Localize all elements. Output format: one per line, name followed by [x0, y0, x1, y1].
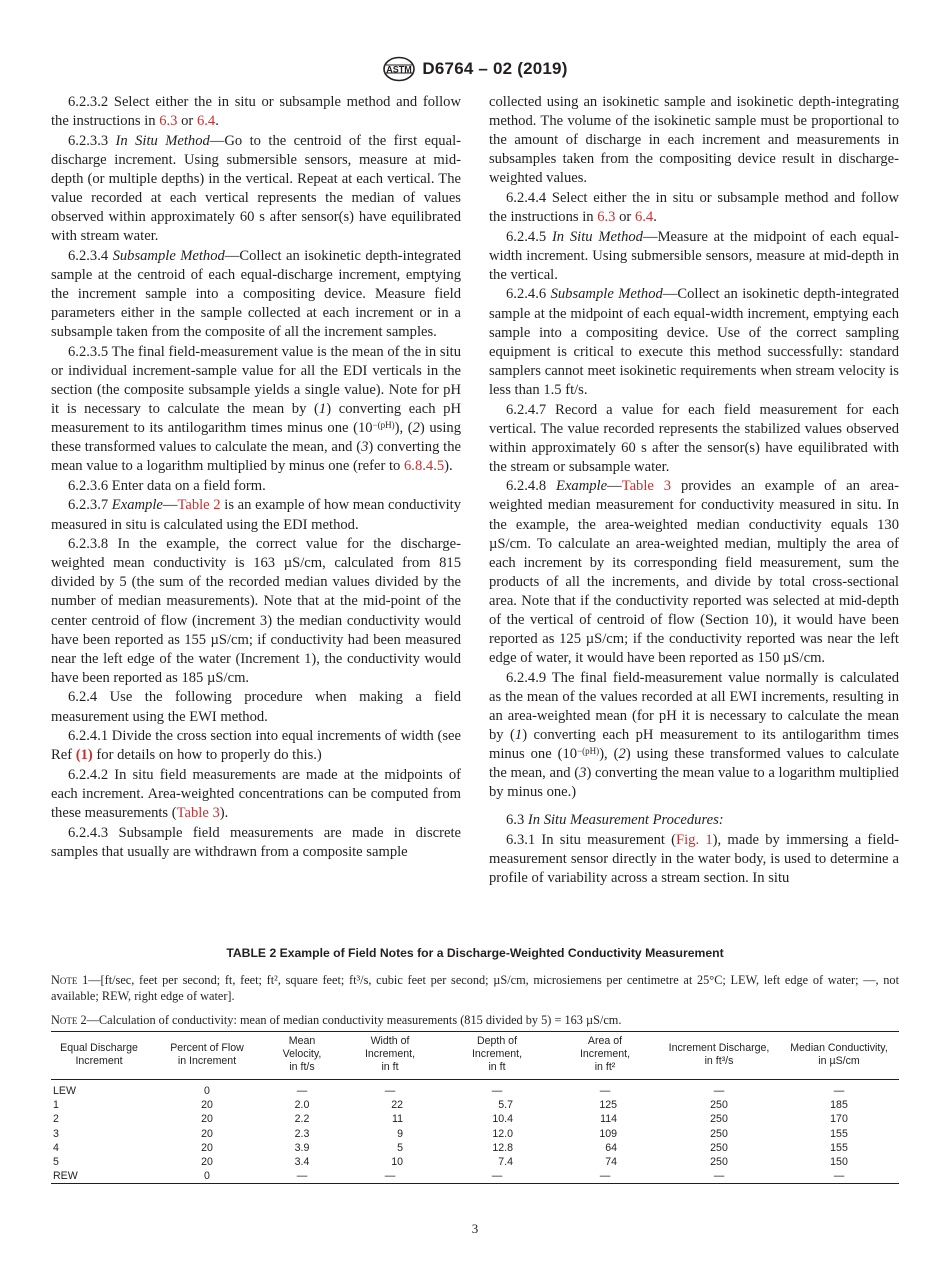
table-cell: 20: [201, 1141, 213, 1154]
left-text-column: [51, 93, 461, 862]
table-row: [51, 1141, 899, 1155]
table-cell: 0: [204, 1085, 210, 1097]
table-body: [51, 1080, 899, 1184]
paragraph-6-2-3-7: 6.2.3.7 Example—Table 2 is an example of how mean conductivity measured in situ is calculated using the EDI method.: [51, 497, 461, 533]
astm-logo-icon: [382, 56, 416, 82]
conductivity-table: [51, 1031, 899, 1184]
table-cell: 250: [710, 1141, 728, 1154]
table-cell: 20: [201, 1099, 213, 1112]
table-cell: 22: [391, 1099, 403, 1112]
paragraph-6-2-4-5: 6.2.4.5 In Situ Method—Measure at the midpoint of each equal-width increment. Using submersible sensors, measure at mid-depth in the vertical.: [489, 228, 899, 283]
paragraph-6-2-4-3: 6.2.4.3 Subsample field measurements are made in discrete samples that usually are withdrawn from a composite sample: [51, 824, 461, 860]
table-cell: 250: [710, 1127, 728, 1140]
table-cell: 114: [600, 1113, 617, 1126]
table-cell: 5: [397, 1141, 403, 1154]
paragraph-6-2-3-4: 6.2.3.4 Subsample Method—Collect an isokinetic depth-integrated sample at the centroid of each equal-discharge increment, emptying the increment sample into a compositing device. Measure field parameters either in the sample collected at each increment or in a subsample taken from the composite of all the increment samples.: [51, 247, 461, 341]
page-header: [0, 56, 950, 87]
section-link[interactable]: 6.3: [159, 113, 178, 130]
section-link[interactable]: 6.8.4.5: [404, 458, 445, 475]
table-header: [51, 1032, 899, 1080]
table-cell: —: [713, 1085, 725, 1097]
table-title: TABLE 2 Example of Field Notes for a Discharge-Weighted Conductivity Measurement: [226, 946, 724, 960]
table-cell: 10: [391, 1156, 403, 1169]
column-header: Increment Discharge, in ft³/s: [668, 1041, 770, 1067]
column-header: Median Conductivity, in µS/cm: [790, 1041, 888, 1067]
table-cell: 7.4: [498, 1156, 513, 1169]
table-cell: 3: [53, 1127, 59, 1140]
table-cell: 109: [599, 1127, 617, 1140]
table-cell: 250: [710, 1156, 728, 1169]
table-cell: 5.7: [498, 1099, 513, 1112]
paragraph-6-2-3-6: 6.2.3.6 Enter data on a field form.: [68, 477, 266, 494]
table-note-2: Note 2—Calculation of conductivity: mean of median conductivity measurements (815 divided by 5) = 163 µS/cm.: [51, 1013, 622, 1027]
table-cell: 250: [710, 1099, 728, 1112]
table-cell: 2.3: [294, 1127, 310, 1140]
table-cell: 74: [605, 1156, 617, 1169]
table-cell: 0: [204, 1170, 210, 1183]
table-cell: 20: [201, 1127, 213, 1140]
table-cell: —: [384, 1085, 396, 1097]
table-cell: 11: [392, 1113, 403, 1126]
table-link[interactable]: Table 3: [621, 478, 672, 495]
column-header: Area of Increment, in ft²: [579, 1035, 631, 1073]
section-link[interactable]: 6.4: [634, 209, 654, 226]
table-cell: 64: [605, 1141, 617, 1154]
table-cell: 185: [830, 1099, 848, 1112]
table-cell: 4: [53, 1141, 59, 1154]
table-cell: 1: [53, 1099, 59, 1112]
reference-link[interactable]: (1): [75, 747, 93, 764]
svg-text:ASTM: ASTM: [386, 64, 413, 75]
table-cell: 12.0: [492, 1127, 513, 1140]
column-header: Width of Increment, in ft: [364, 1035, 416, 1073]
table-cell: 155: [830, 1141, 848, 1154]
section-link[interactable]: 6.4: [196, 113, 216, 130]
table-cell: 20: [201, 1156, 213, 1169]
table-row: [51, 1169, 899, 1184]
table-cell: 2: [53, 1113, 59, 1126]
paragraph-6-2-4-4: 6.2.4.4 Select either the in situ or subsample method and follow the instructions in 6.3 or 6.4.: [489, 189, 899, 226]
paragraph-6-2-4-2: 6.2.4.2 In situ field measurements are made at the midpoints of each increment. Area-weighted concentrations can be computed from these measurements (Table 3).: [51, 766, 461, 821]
table-cell: —: [296, 1170, 308, 1183]
table-link[interactable]: Table 2: [177, 497, 221, 514]
paragraph-continued: collected using an isokinetic sample and isokinetic depth-integrating method. The volume of the isokinetic sample must be proportional to the amount of discharge in each increment and measurements in subsamples taken from the compositing device result in discharge-weighted values.: [489, 94, 899, 187]
table-cell: 20: [201, 1113, 213, 1126]
section-heading-6-3: 6.3 In Situ Measurement Procedures:: [506, 812, 724, 829]
page-number: 3: [471, 1221, 479, 1236]
table-cell: 9: [397, 1127, 403, 1140]
paragraph-6-2-3-3: 6.2.3.3 In Situ Method—Go to the centroid of the first equal-discharge increment. Using submersible sensors, measure at mid-depth (or multiple depths) in the vertical. Repeat at each vertical. The value recorded at each vertical represents the median of values observed within approximately 60 s after sensor(s) have equilibrated with stream water.: [51, 132, 462, 245]
column-header: Equal Discharge Increment: [60, 1041, 138, 1067]
paragraph-6-2-4-8: 6.2.4.8 Example—Table 3 provides an example of an area-weighted median measurement for conductivity measured in situ. In the example, the area-weighted median conductivity equals 130 µS/cm. To calculate an area-weighted median, multiply the area of each increment by its corresponding field measurement, sum the products of all the increments, and divide by total cross-sectional area. Note that if the conductivity reported was selected at mid-depth of the vertical of centroid of flow (Section 10), it would have been reported as 125 µS/cm; if the conductivity reported was near the left edge of water, it would have been reported as 150 µS/cm.: [489, 478, 899, 667]
table-cell: —: [833, 1085, 845, 1097]
table-cell: —: [296, 1085, 308, 1097]
table-cell: 3.4: [294, 1156, 310, 1169]
table-cell: —: [491, 1085, 503, 1097]
paragraph-6-2-4-6: 6.2.4.6 Subsample Method—Collect an isokinetic depth-integrated sample at the midpoint of each equal-width increment, emptying each sample into a compositing device. Use of the correct sampling equipment is critical to execute this method successfully: standard samplers cannot meet isokinetic requirements when stream velocity is less than 1.5 ft/s.: [489, 286, 899, 398]
document-designation: D6764 – 02 (2019): [422, 59, 568, 78]
table-cell: 155: [830, 1127, 848, 1140]
table-row: [51, 1112, 899, 1126]
table-cell: 3.9: [294, 1141, 310, 1154]
table-cell: 10.4: [492, 1113, 513, 1126]
table-row: [51, 1080, 899, 1099]
section-link[interactable]: 6.3: [597, 209, 616, 226]
table-cell: 250: [710, 1113, 728, 1126]
paragraph-6-2-4-1: 6.2.4.1 Divide the cross section into equal increments of width (see Ref (1) for details on how to properly do this.): [51, 728, 461, 764]
table-cell: LEW: [53, 1085, 76, 1097]
table-cell: —: [599, 1085, 611, 1097]
table-row: [51, 1098, 899, 1112]
table-cell: 5: [53, 1156, 59, 1169]
column-header: Mean Velocity, in ft/s: [282, 1035, 322, 1073]
right-text-column: [489, 93, 899, 888]
table-cell: 12.8: [492, 1141, 513, 1154]
paragraph-6-2-4: 6.2.4 Use the following procedure when making a field measurement using the EWI method.: [51, 689, 461, 725]
table-cell: 2.0: [294, 1099, 310, 1112]
table-cell: 150: [830, 1156, 848, 1169]
table-cell: 125: [599, 1099, 617, 1112]
table-row: [51, 1155, 899, 1169]
table-link[interactable]: Table 3: [176, 804, 220, 821]
table-cell: —: [599, 1170, 611, 1183]
paragraph-6-2-3-8: 6.2.3.8 In the example, the correct value for the discharge-weighted mean conductivity is 163 µS/cm, calculated from 815 divided by 5 (the sum of the recorded median values divided by the number of median measurements). Note that at the mid-point of the center centroid of flow (increment 3) the median conductivity would have been reported as 155 µS/cm; if conductivity had been measured near the left edge of the water (Increment 1), the conductivity would have been reported as 185 µS/cm.: [51, 536, 461, 686]
table-cell: —: [713, 1170, 725, 1183]
paragraph-6-2-3-5: 6.2.3.5 The final field-measurement value is the mean of the in situ or individual increment-sample value for all the EDI verticals in the section (the composite subsample yields a single value). Note for pH it is necessary to calculate the mean by (1) converting each pH measurement to its antilogarithm times minus one $(10^{-(pH)})$, (2) using these transformed values to calculate the mean, and (3) converting the mean value to a logarithm multiplied by minus one (refer to 6.8.4.5).: [51, 343, 462, 475]
table-cell: REW: [53, 1170, 78, 1183]
table-cell: —: [384, 1170, 396, 1183]
table-row: [51, 1127, 899, 1141]
column-header: Percent of Flow in Increment: [170, 1041, 244, 1067]
figure-link[interactable]: Fig. 1: [676, 832, 713, 849]
table-note-1: Note 1—[ft/sec, feet per second; ft, feet; ft², square feet; ft³/s, cubic feet per second; µS/cm, microsiemens per centimetre at 25°C; LEW, left edge of water; —, not available; REW, right edge of water].: [51, 973, 899, 1003]
paragraph-6-2-4-9: 6.2.4.9 The final field-measurement value normally is calculated as the mean of the values recorded at all EWI increments, resulting in an area-weighted mean (for pH it is necessary to calculate the mean by (1) converting each pH measurement to its antilogarithm times minus one $(10^{-(pH)})$, (2) using these transformed values to calculate the mean, and (3) converting the mean value to a logarithm multiplied by minus one.): [489, 669, 899, 801]
paragraph-6-2-4-7: 6.2.4.7 Record a value for each field measurement for each vertical. The value recorded represents the stabilized values observed within approximately 60 s after the sensor(s) have equilibrated with the stream or subsample water.: [489, 401, 899, 475]
column-header: Depth of Increment, in ft: [471, 1035, 523, 1073]
table-cell: 170: [830, 1113, 848, 1126]
table-cell: —: [833, 1170, 845, 1183]
paragraph-6-3-1: 6.3.1 In situ measurement (Fig. 1), made by immersing a field-measurement sensor directly in the water body, is used to determine a profile of variability across a stream section. In situ: [489, 832, 900, 887]
table-cell: —: [491, 1170, 503, 1183]
table-cell: 2.2: [294, 1113, 310, 1126]
paragraph-6-2-3-2: 6.2.3.2 Select either the in situ or subsample method and follow the instructions in 6.3 or 6.4.: [51, 94, 461, 130]
